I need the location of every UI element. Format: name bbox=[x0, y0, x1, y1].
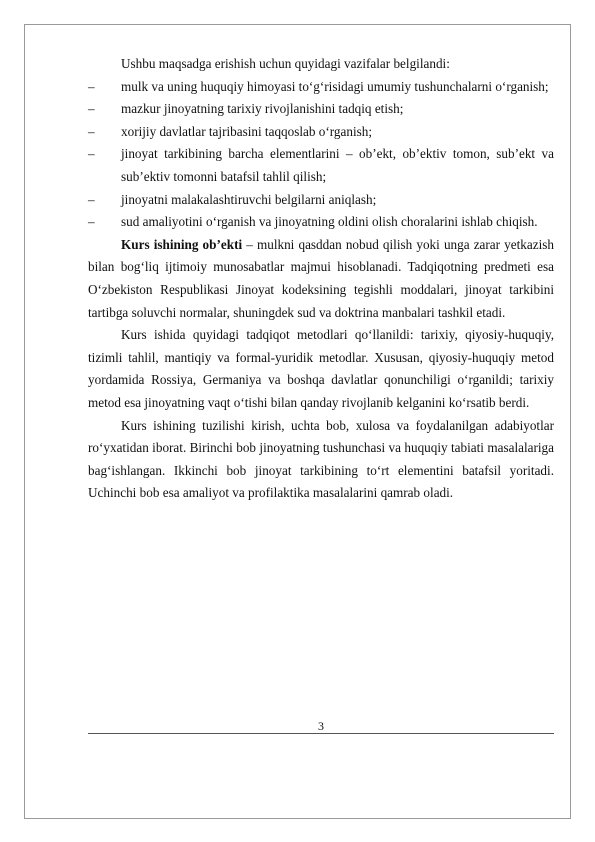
dash-bullet: – bbox=[88, 146, 95, 162]
list-item-text: sud amaliyotini o‘rganish va jinoyatning oldini olish choralarini ishlab chiqish. bbox=[121, 214, 538, 230]
footer-divider bbox=[88, 733, 554, 734]
list-item bbox=[88, 211, 554, 234]
dash-bullet: – bbox=[88, 191, 95, 207]
list-item bbox=[88, 121, 554, 144]
structure-paragraph: Kurs ishining tuzilishi kirish, uchta bob, xulosa va foydalanilgan adabiyotlar ro‘yxatidan iborat. Birinchi bob jinoyatning tushunchasi va huquqiy tabiati masalalariga bag‘ishlangan. Ikkinchi bob jinoyat tarkibining to‘rt elementini batafsil yoritadi. Uchinchi bob esa amaliyot va profilaktika masalalarini qamrab oladi. bbox=[88, 417, 554, 501]
object-paragraph bbox=[88, 234, 554, 324]
dash-bullet: – bbox=[88, 214, 95, 230]
list-item-text: xorijiy davlatlar tajribasini taqqoslab o‘rganish; bbox=[121, 123, 372, 139]
list-item bbox=[88, 98, 554, 121]
intro-paragraph: Ushbu maqsadga erishish uchun quyidagi vazifalar belgilandi: bbox=[121, 56, 450, 71]
list-item bbox=[88, 189, 554, 212]
list-item-text: jinoyat tarkibining barcha elementlarini – ob’ekt, ob’ektiv tomon, sub’ekt va sub’ektiv tomonni batafsil tahlil qilish; bbox=[121, 146, 554, 184]
dash-bullet: – bbox=[88, 78, 95, 94]
page-number: 3 bbox=[318, 719, 324, 733]
list-item-text: mazkur jinoyatning tarixiy rivojlanishini tadqiq etish; bbox=[121, 101, 404, 117]
list-item bbox=[88, 76, 554, 99]
task-list bbox=[88, 76, 554, 234]
dash-bullet: – bbox=[88, 123, 95, 139]
document-body bbox=[88, 53, 554, 505]
object-text: – mulkni qasddan nobud qilish yoki unga zarar yetkazish bilan bog‘liq ijtimoiy munosabatlar majmui hisoblanadi. Tadqiqotning predmeti esa O‘zbekiston Respublikasi Jinoyat kodeksining tegishli moddalari, jinoyat tarkibini tartibga soluvchi normalar, shuningdek sud va doktrina manbalari tashkil etadi. bbox=[88, 236, 554, 320]
list-item bbox=[88, 143, 554, 188]
object-lead: Kurs ishining ob’ekti bbox=[121, 236, 243, 252]
methods-paragraph: Kurs ishida quyidagi tadqiqot metodlari qo‘llanildi: tarixiy, qiyosiy-huquqiy, tizimli tahlil, mantiqiy va formal-yuridik metodlar. Xususan, qiyosiy-huquqiy metod yordamida Rossiya, Germaniya va boshqa davlatlar qonunchiligi o‘rganildi; tarixiy metod esa jinoyatning vaqt o‘tishi bilan qanday rivojlanib kelganini ko‘rsatib berdi. bbox=[88, 327, 554, 410]
list-item-text: mulk va uning huquqiy himoyasi to‘g‘risidagi umumiy tushunchalarni o‘rganish; bbox=[121, 78, 549, 94]
list-item-text: jinoyatni malakalashtiruvchi belgilarni aniqlash; bbox=[121, 191, 377, 207]
dash-bullet: – bbox=[88, 101, 95, 117]
